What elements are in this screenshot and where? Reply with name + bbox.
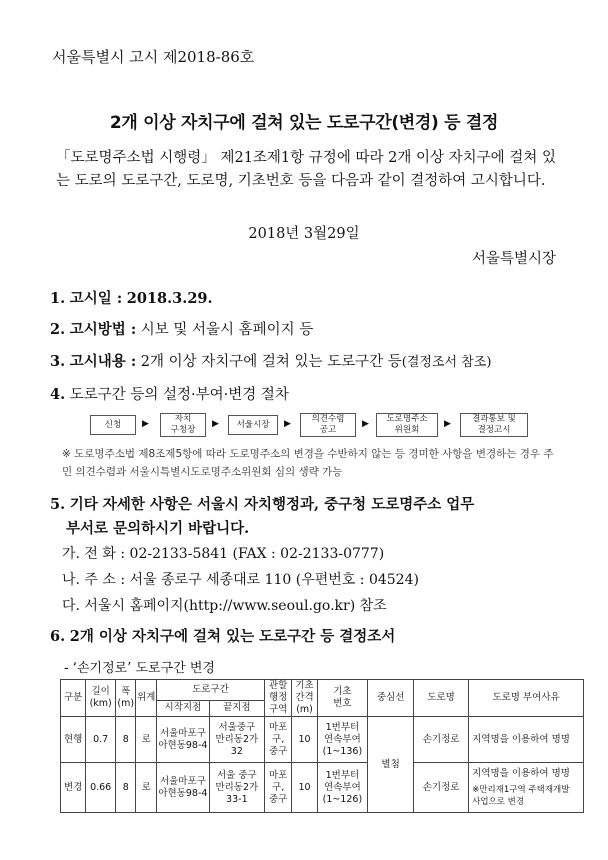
header-interval: 기초 간격 (m): [292, 680, 317, 717]
contact-website: 다. 서울시 홈페이지(http://www.seoul.go.kr) 참조: [62, 598, 387, 614]
header-start: 시작지점: [157, 700, 210, 716]
flow-arrow-icon: ▶: [284, 419, 291, 429]
contact-address: 나. 주 소 : 서울 종로구 세종대로 110 (우편번호 : 04524): [62, 572, 419, 588]
notice-number: 서울특별시 고시 제2018-86호: [52, 48, 255, 66]
cell-interval: 10: [292, 717, 317, 763]
cell-reason-text: 지역명을 이용하여 명명: [472, 767, 570, 779]
cell-district: 마포 구, 중구: [264, 763, 292, 813]
cell-reason: 지역명을 이용하여 명명: [469, 717, 584, 763]
flow-arrow-icon: ▶: [142, 419, 149, 429]
section-6: 6. 2개 이상 자치구에 걸쳐 있는 도로구간 등 결정조서: [50, 628, 396, 645]
flow-step-5: 도로명주소 위원회: [376, 413, 438, 437]
cell-width: 8: [116, 763, 136, 813]
header-end: 끝지점: [209, 700, 264, 716]
cell-gubun: 변경: [61, 763, 86, 813]
cell-length: 0.66: [86, 763, 116, 813]
cell-center: 별첨: [368, 717, 414, 813]
contact-phone: 가. 전 화 : 02-2133-5841 (FAX : 02-2133-0777): [62, 546, 385, 562]
cell-road-name: 손기정로: [414, 717, 469, 763]
header-center: 중심선: [368, 680, 414, 717]
cell-basic-no: 1번부터 연속부여 (1~126): [317, 763, 368, 813]
header-district: 관할 행정 구역: [264, 680, 292, 717]
cell-position: 로: [136, 763, 157, 813]
flow-step-3: 서울시장: [228, 415, 278, 435]
table-row: [61, 763, 584, 813]
section-2: 2. 고시방법 : 시보 및 서울시 홈페이지 등: [50, 321, 314, 338]
cell-position: 로: [136, 717, 157, 763]
cell-road-name: 손기정로: [414, 763, 469, 813]
cell-gubun: 현행: [61, 717, 86, 763]
flow-step-4: 의견수렴 공고: [300, 413, 356, 437]
header-road-name: 도로명: [414, 680, 469, 717]
cell-interval: 10: [292, 763, 317, 813]
header-basic-no: 기초 번호: [317, 680, 368, 717]
cell-reason-note: ※만리재1구역 주택재개발 사업으로 변경: [472, 784, 570, 807]
cell-end: 서울 중구 만리동2가 33-1: [209, 763, 264, 813]
header-gubun: 구분: [61, 680, 86, 717]
procedure-note: ※ 도로명주소법 제8조제5항에 따라 도로명주소의 변경을 수반하지 않는 등 경미한 사항을 변경하는 경우 주민 의견수렴과 서울시특별시도로명주소위원회 심의 생략 가능: [62, 448, 554, 478]
intro-paragraph: 「도로명주소법 시행령」 제21조제1항 규정에 따라 2개 이상 자치구에 걸쳐 있는 도로의 도로구간, 도로명, 기초번호 등을 다음과 같이 결정하여 고시합니다.: [56, 150, 556, 189]
subsection-title: - ‘손기정로’ 도로구간 변경: [64, 661, 215, 676]
notice-date: 2018년 3월29일: [248, 226, 360, 242]
section-1: 1. 고시일 : 2018.3.29.: [50, 290, 213, 307]
table-row: [61, 717, 584, 763]
cell-width: 8: [116, 717, 136, 763]
signer: 서울특별시장: [471, 251, 556, 267]
document-title: 2개 이상 자치구에 걸쳐 있는 도로구간(변경) 등 결정: [109, 113, 499, 133]
flow-step-1: 신청: [90, 415, 136, 435]
header-road-section: 도로구간: [157, 680, 265, 701]
cell-length: 0.7: [86, 717, 116, 763]
cell-end: 서울중구 만리동2가 32: [209, 717, 264, 763]
header-width: 폭 (m): [116, 680, 136, 717]
section-3: 3. 고시내용 : 2개 이상 자치구에 걸쳐 있는 도로구간 등(결정조서 참조): [50, 353, 492, 370]
flow-arrow-icon: ▶: [444, 419, 451, 429]
header-reason: 도로명 부여사유: [469, 680, 584, 717]
flow-arrow-icon: ▶: [212, 419, 219, 429]
decision-table: [60, 679, 584, 813]
cell-start: 서울마포구 아현동98-4: [157, 763, 210, 813]
procedure-flow: [90, 413, 560, 437]
section-4: 4. 도로구간 등의 설정·부여·변경 절차: [50, 386, 289, 403]
flow-arrow-icon: ▶: [362, 419, 369, 429]
cell-basic-no: 1번부터 연속부여 (1~136): [317, 717, 368, 763]
cell-start: 서울마포구 아현동98-4: [157, 717, 210, 763]
header-length: 길이 (km): [86, 680, 116, 717]
flow-step-6: 결과통보 및 결정고시: [460, 413, 528, 437]
header-position: 위계: [136, 680, 157, 717]
cell-reason: [469, 763, 584, 813]
flow-step-2: 자치 구청장: [160, 413, 206, 437]
cell-district: 마포 구, 중구: [264, 717, 292, 763]
section-5: 5. 기타 자세한 사항은 서울시 자치행정과, 중구청 도로명주소 업무 부서로 문의하시기 바랍니다.: [50, 496, 475, 537]
